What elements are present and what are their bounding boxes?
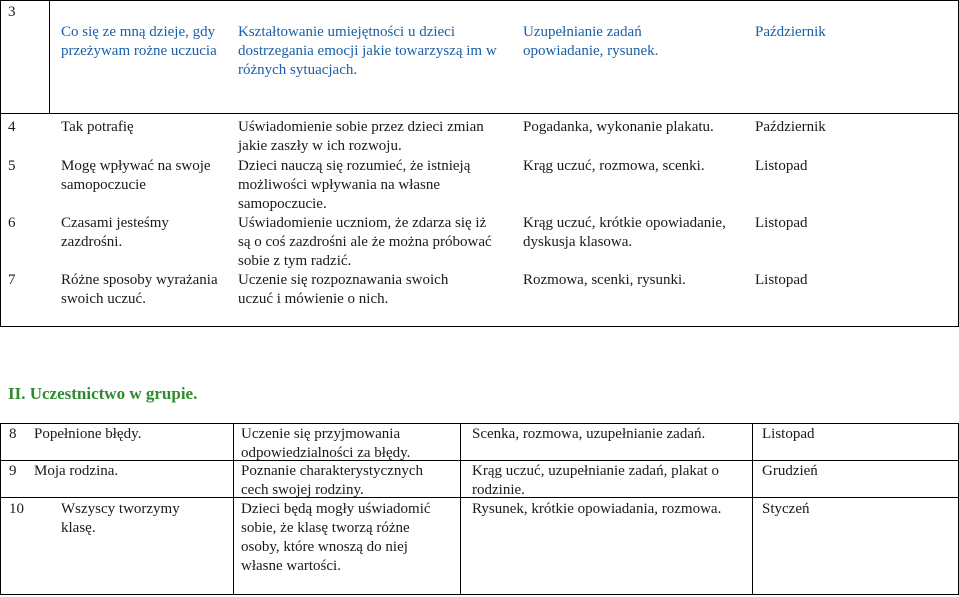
table2-row8-month: Listopad: [762, 426, 815, 442]
table1-row5-num: 5: [8, 158, 16, 174]
table2-left-border: [0, 423, 1, 595]
table1-row4-num: 4: [8, 119, 16, 135]
table1-row3-num: 3: [8, 4, 16, 20]
table1-bottom-border: [0, 326, 959, 327]
table1-row6-method: Krąg uczuć, krótkie opowiadanie, dyskusja klasowa.: [523, 215, 726, 250]
table1-row5-month: Listopad: [755, 158, 808, 174]
table1-row7-num: 7: [8, 272, 16, 288]
table1-row3-bottom-border: [0, 113, 959, 114]
table1-row5-topic: Mogę wpływać na swoje samopoczucie: [61, 158, 211, 193]
table2-row9-goal: Poznanie charakterystycznych cech swojej rodziny.: [241, 463, 423, 498]
table2-row9-method: Krąg uczuć, uzupełnianie zadań, plakat o rodzinie.: [472, 463, 719, 498]
table2-top-border: [0, 423, 959, 424]
table2-row9-month: Grudzień: [762, 463, 818, 479]
table1-row3-goal: Kształtowanie umiejętności u dzieci dostrzegania emocji jakie towarzyszą im w różnych sytuacjach.: [238, 24, 497, 78]
table2-row8-goal: Uczenie się przyjmowania odpowiedzialności za błędy.: [241, 426, 411, 461]
table1-row3-method: Uzupełnianie zadań opowiadanie, rysunek.: [523, 24, 659, 59]
table1-row7-method: Rozmowa, scenki, rysunki.: [523, 272, 686, 288]
table2-row8-topic: Popełnione błędy.: [34, 426, 142, 442]
table1-row7-topic: Różne sposoby wyrażania swoich uczuć.: [61, 272, 218, 307]
table1-left-border: [0, 0, 1, 327]
table1-row4-month: Październik: [755, 119, 826, 135]
table2-row8-num: 8: [9, 426, 17, 442]
table2-row9-topic: Moja rodzina.: [34, 463, 119, 479]
table1-row6-goal: Uświadomienie uczniom, że zdarza się iż są o coś zazdrośni ale że można próbować sobie z tym radzić.: [238, 215, 492, 269]
table1-row4-method: Pogadanka, wykonanie plakatu.: [523, 119, 714, 135]
section-heading: II. Uczestnictwo w grupie.: [8, 384, 198, 403]
table2-row10-method: Rysunek, krótkie opowiadania, rozmowa.: [472, 501, 722, 517]
table2-row10-month: Styczeń: [762, 501, 810, 517]
table1-row3-topic: Co się ze mną dzieje, gdy przeżywam rożne uczucia: [61, 24, 217, 59]
table1-top-border: [0, 0, 959, 1]
table1-row5-method: Krąg uczuć, rozmowa, scenki.: [523, 158, 705, 174]
table2-row8-bottom-border: [0, 460, 959, 461]
table2-col-divider-1: [233, 423, 234, 595]
table1-row5-goal: Dzieci nauczą się rozumieć, że istnieją możliwości wpływania na własne samopoczucie.: [238, 158, 471, 212]
table1-row6-topic: Czasami jesteśmy zazdrośni.: [61, 215, 169, 250]
table2-col-divider-2: [460, 423, 461, 595]
table2-row8-method: Scenka, rozmowa, uzupełnianie zadań.: [472, 426, 706, 442]
table2-row10-num: 10: [9, 501, 24, 517]
table1-row7-goal: Uczenie się rozpoznawania swoich uczuć i mówienie o nich.: [238, 272, 449, 307]
table1-row6-num: 6: [8, 215, 16, 231]
table2-row10-topic: Wszyscy tworzymy klasę.: [61, 501, 180, 536]
table2-bottom-border: [0, 594, 959, 595]
table2-row9-num: 9: [9, 463, 17, 479]
table1-col-divider-1: [49, 0, 50, 113]
table2-col-divider-3: [752, 423, 753, 595]
table1-row4-goal: Uświadomienie sobie przez dzieci zmian jakie zaszły w ich rozwoju.: [238, 119, 484, 154]
table1-row7-month: Listopad: [755, 272, 808, 288]
table1-row6-month: Listopad: [755, 215, 808, 231]
table1-row4-topic: Tak potrafię: [61, 119, 134, 135]
table2-row10-goal: Dzieci będą mogły uświadomić sobie, że klasę tworzą różne osoby, które wnoszą do niej własne wartości.: [241, 501, 431, 574]
table1-row3-month: Październik: [755, 24, 826, 40]
